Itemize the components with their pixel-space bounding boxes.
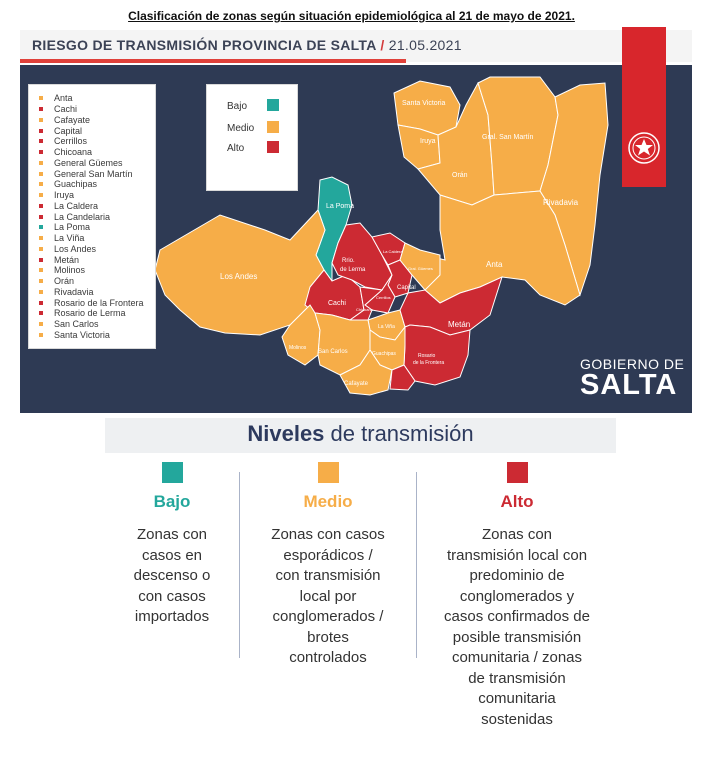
- legend-swatch: [39, 333, 43, 337]
- legend-label: Molinos: [54, 265, 86, 276]
- description-line: esporádicos /: [283, 546, 373, 564]
- header-date: 21.05.2021: [388, 37, 462, 53]
- legend-label: Chicoana: [54, 147, 93, 158]
- legend-label: Rivadavia: [54, 286, 94, 297]
- legend-item: [39, 276, 155, 287]
- label-los-andes: Los Andes: [220, 272, 258, 281]
- legend-swatch: [39, 96, 43, 100]
- level-column-alto: [417, 462, 617, 730]
- description-line: conglomerados /: [272, 608, 384, 625]
- legend-swatch: [39, 193, 43, 197]
- legend-item: [39, 211, 155, 222]
- label-cafayate: Cafayate: [344, 381, 369, 387]
- legend-item: [39, 308, 155, 319]
- description-line: casos confirmados de: [444, 608, 590, 625]
- legend-label: Los Andes: [54, 243, 97, 254]
- label-la-vina: La Viña: [378, 324, 395, 330]
- legend-label: Metán: [54, 254, 80, 265]
- salta-seal-icon: [627, 131, 661, 165]
- document-title: Clasificación de zonas según situación epidemiológica al 21 de mayo de 2021.: [128, 9, 575, 23]
- legend-item: [39, 147, 155, 158]
- description-line: de transmisión: [468, 669, 566, 687]
- level-key-medio-swatch: [267, 121, 279, 133]
- legend-swatch: [39, 290, 43, 294]
- legend-label: Capital: [54, 125, 83, 136]
- description-line: comunitaria / zonas: [451, 649, 583, 666]
- description-line: transmisión local con: [446, 546, 588, 564]
- legend-item: [39, 330, 155, 341]
- legend-item: [39, 115, 155, 126]
- legend-item: [39, 254, 155, 265]
- legend-swatch: [39, 118, 43, 122]
- legend-item: [39, 179, 155, 190]
- label-rosario-de-lerma-1: Rrio.: [342, 258, 355, 264]
- label-chicoana: Chicoana: [356, 307, 373, 312]
- level-bajo-swatch: [162, 462, 183, 483]
- legend-swatch: [39, 279, 43, 283]
- legend-item: [39, 265, 155, 276]
- level-medio-label: Medio: [303, 492, 353, 511]
- label-iruya: Iruya: [420, 138, 436, 145]
- legend-label: La Viña: [54, 233, 85, 244]
- legend-label: Rosario de Lerma: [54, 308, 126, 319]
- description-line: local por: [299, 587, 357, 605]
- label-gral-guemes: Gral. Güemes: [408, 266, 433, 271]
- legend-item: [39, 244, 155, 255]
- legend-swatch: [39, 322, 43, 326]
- department-legend: [28, 84, 156, 349]
- legend-label: Cachi: [54, 104, 78, 115]
- label-santa-victoria: Santa Victoria: [402, 100, 446, 107]
- description-line: posible transmisión: [452, 628, 582, 646]
- level-bajo-description: [105, 525, 239, 628]
- legend-swatch: [39, 258, 43, 262]
- label-cachi: Cachi: [328, 300, 346, 307]
- legend-label: Cerrillos: [54, 136, 88, 147]
- levels-title-rest: de transmisión: [330, 421, 474, 446]
- legend-swatch: [39, 215, 43, 219]
- label-la-caldera: La Caldera: [383, 249, 403, 254]
- salta-emblem: [622, 27, 666, 187]
- level-alto-label: Alto: [500, 492, 534, 511]
- label-capital: Capital: [397, 285, 416, 291]
- legend-swatch: [39, 150, 43, 154]
- legend-swatch: [39, 311, 43, 315]
- label-rosario-frontera-1: Rosario: [418, 353, 436, 359]
- label-san-carlos: San Carlos: [318, 349, 348, 355]
- level-key-bajo-swatch: [267, 99, 279, 111]
- region-rosario-frontera: [404, 325, 470, 385]
- legend-label: Guachipas: [54, 179, 98, 190]
- level-medio-swatch: [318, 462, 339, 483]
- level-key-alto-swatch: [267, 141, 279, 153]
- legend-item: [39, 190, 155, 201]
- label-metan: Metán: [448, 320, 471, 329]
- legend-swatch: [39, 172, 43, 176]
- legend-label: Orán: [54, 276, 75, 287]
- level-alto-description: [417, 525, 617, 730]
- legend-item: [39, 222, 155, 233]
- legend-swatch: [39, 182, 43, 186]
- description-line: importados: [134, 608, 210, 625]
- legend-label: San Carlos: [54, 319, 99, 330]
- legend-label: Santa Victoria: [54, 329, 110, 340]
- description-line: comunitaria: [478, 690, 556, 707]
- description-line: controlados: [289, 649, 367, 666]
- description-line: Zonas con: [481, 526, 553, 543]
- legend-label: Anta: [54, 93, 73, 104]
- levels-title: [105, 421, 616, 447]
- label-anta: Anta: [486, 260, 503, 269]
- legend-swatch: [39, 247, 43, 251]
- legend-swatch: [39, 268, 43, 272]
- legend-item: [39, 233, 155, 244]
- description-line: conglomerados y: [459, 587, 575, 605]
- label-gral-san-martin: Gral. San Martín: [482, 134, 534, 141]
- header-accent-line: [20, 59, 406, 63]
- legend-label: General San Martín: [54, 168, 133, 179]
- label-rivadavia: Rivadavia: [543, 198, 579, 207]
- legend-item: [39, 93, 155, 104]
- legend-item: [39, 201, 155, 212]
- description-line: descenso o: [133, 567, 211, 584]
- description-line: casos en: [141, 546, 203, 564]
- label-molinos: Molinos: [289, 345, 307, 351]
- level-alto-swatch: [507, 462, 528, 483]
- level-key: [206, 84, 298, 191]
- legend-swatch: [39, 204, 43, 208]
- label-la-poma: La Poma: [326, 203, 355, 210]
- description-line: predominio de: [469, 567, 565, 584]
- legend-item: [39, 136, 155, 147]
- level-key-bajo-label: Bajo: [227, 101, 248, 112]
- label-rosario-de-lerma-2: de Lerma: [340, 267, 366, 273]
- legend-swatch: [39, 236, 43, 240]
- legend-swatch: [39, 107, 43, 111]
- level-column-medio: [240, 462, 416, 669]
- legend-item: [39, 104, 155, 115]
- description-line: sostenidas: [481, 710, 553, 728]
- legend-label: Iruya: [54, 190, 75, 201]
- header-title-text: RIESGO DE TRANSMISIÓN PROVINCIA DE SALTA: [32, 37, 377, 53]
- legend-label: General Güemes: [54, 157, 123, 168]
- level-key-alto-label: Alto: [227, 143, 245, 154]
- description-line: Zonas con: [136, 526, 208, 543]
- legend-swatch: [39, 225, 43, 229]
- level-bajo-label: Bajo: [153, 492, 191, 511]
- legend-swatch: [39, 139, 43, 143]
- label-cerrillos: Cerrillos: [376, 295, 391, 300]
- description-line: con transmisión: [275, 567, 381, 584]
- legend-swatch: [39, 301, 43, 305]
- map-header-title: [32, 37, 462, 53]
- legend-label: La Caldera: [54, 200, 99, 211]
- label-oran: Orán: [452, 172, 468, 179]
- legend-label: Cafayate: [54, 114, 91, 125]
- label-guachipas: Guachipas: [372, 351, 396, 357]
- legend-swatch: [39, 161, 43, 165]
- header-separator: /: [380, 37, 385, 53]
- legend-label: Rosario de la Frontera: [54, 297, 144, 308]
- legend-item: [39, 125, 155, 136]
- levels-title-bold: Niveles: [247, 421, 325, 446]
- legend-item: [39, 297, 155, 308]
- level-key-medio-label: Medio: [227, 123, 255, 134]
- legend-item: [39, 168, 155, 179]
- legend-swatch: [39, 129, 43, 133]
- legend-label: La Candelaria: [54, 211, 111, 222]
- level-medio-description: [240, 525, 416, 669]
- description-line: con casos: [138, 587, 206, 605]
- level-column-bajo: [105, 462, 239, 628]
- label-rosario-frontera-2: de la Frontera: [413, 360, 445, 366]
- legend-label: La Poma: [54, 222, 91, 233]
- description-line: brotes: [307, 628, 349, 646]
- legend-item: [39, 319, 155, 330]
- brand-line-1: GOBIERNO DE: [580, 356, 685, 372]
- brand-line-2: SALTA: [580, 369, 678, 401]
- legend-item: [39, 158, 155, 169]
- legend-item: [39, 287, 155, 298]
- description-line: Zonas con casos: [271, 526, 385, 543]
